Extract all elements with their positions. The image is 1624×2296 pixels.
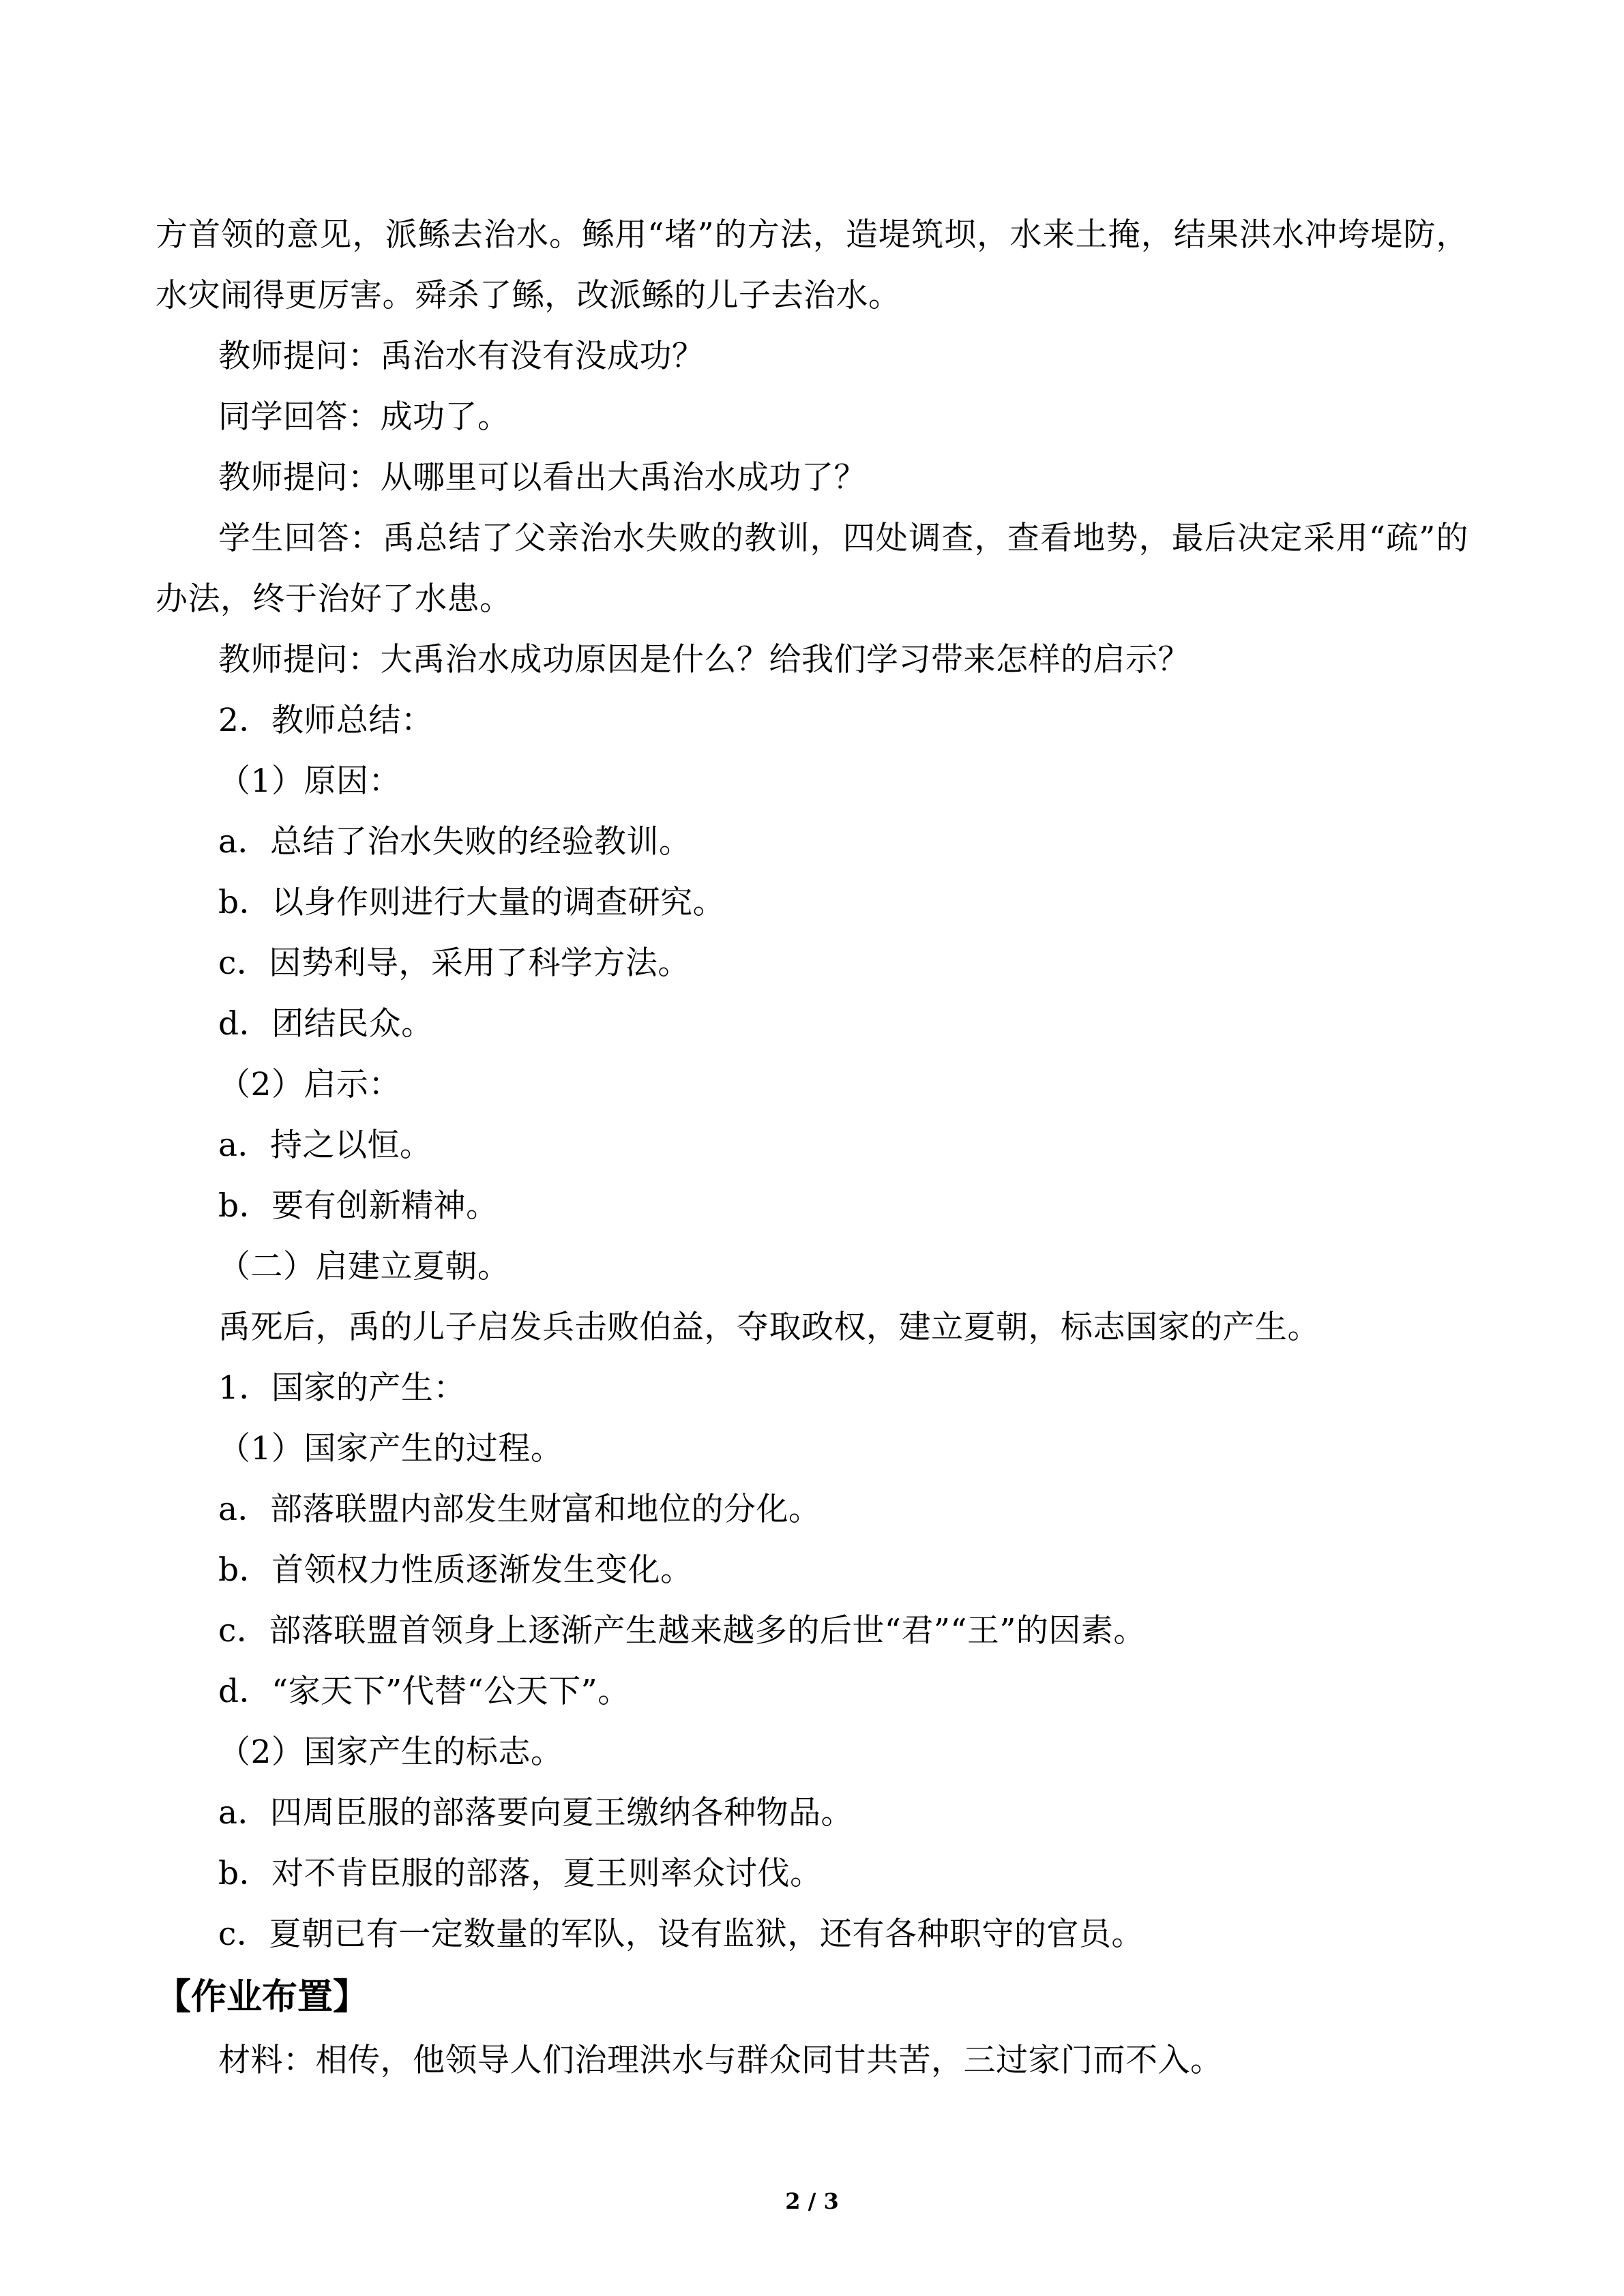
paragraph: （2）国家产生的标志。 xyxy=(218,1733,563,1771)
paragraph: c．部落联盟首领身上逐渐产生越来越多的后世“君”“王”的因素。 xyxy=(218,1612,1146,1650)
paragraph: 禹死后，禹的儿子启发兵击败伯益，夺取政权，建立夏朝，标志国家的产生。 xyxy=(218,1309,1320,1346)
paragraph: b．要有创新精神。 xyxy=(218,1187,499,1225)
page-number: 2 / 3 xyxy=(785,2188,839,2214)
paragraph: d．团结民众。 xyxy=(218,1005,434,1043)
paragraph: a．部落联盟内部发生财富和地位的分化。 xyxy=(218,1491,821,1528)
paragraph: 材料：相传，他领导人们治理洪水与群众同甘共苦，三过家门而不入。 xyxy=(218,2042,1223,2079)
document-body xyxy=(156,205,1468,2091)
paragraph: 同学回答：成功了。 xyxy=(218,398,510,436)
paragraph: a．四周臣服的部落要向夏王缴纳各种物品。 xyxy=(218,1794,854,1832)
paragraph: 2．教师总结： xyxy=(218,702,434,739)
paragraph: （1）国家产生的过程。 xyxy=(218,1430,563,1467)
paragraph: c．夏朝已有一定数量的军队，设有监狱，还有各种职守的官员。 xyxy=(218,1915,1144,1953)
paragraph: a．持之以恒。 xyxy=(218,1127,432,1164)
paragraph: b．对不肯臣服的部落，夏王则率众讨伐。 xyxy=(218,1855,823,1892)
paragraph: （1）原因： xyxy=(218,762,401,800)
paragraph: b．以身作则进行大量的调查研究。 xyxy=(218,884,726,921)
paragraph: b．首领权力性质逐渐发生变化。 xyxy=(218,1551,693,1589)
paragraph: 1．国家的产生： xyxy=(218,1369,466,1407)
paragraph: 方首领的意见，派鲧去治水。鲧用“堵”的方法，造堤筑坝，水来土掩，结果洪水冲垮堤防，水灾闹得更厉害。舜杀了鲧，改派鲧的儿子去治水。 xyxy=(156,216,1468,314)
paragraph: 学生回答：禹总结了父亲治水失败的教训，四处调查，查看地势，最后决定采用“疏”的办法，终于治好了水患。 xyxy=(156,520,1468,618)
paragraph: a．总结了治水失败的经验教训。 xyxy=(218,823,692,861)
paragraph: 教师提问：从哪里可以看出大禹治水成功了？ xyxy=(218,459,866,496)
paragraph: （二）启建立夏朝。 xyxy=(218,1248,510,1285)
section-heading: 【作业布置】 xyxy=(156,1977,369,2018)
paragraph: c．因势利导，采用了科学方法。 xyxy=(218,944,690,982)
paragraph: 教师提问：大禹治水成功原因是什么？给我们学习带来怎样的启示？ xyxy=(218,641,1190,679)
paragraph: d．“家天下”代替“公天下”。 xyxy=(218,1673,630,1710)
paragraph: 教师提问：禹治水有没有没成功？ xyxy=(218,338,705,375)
paragraph: （2）启示： xyxy=(218,1066,401,1103)
